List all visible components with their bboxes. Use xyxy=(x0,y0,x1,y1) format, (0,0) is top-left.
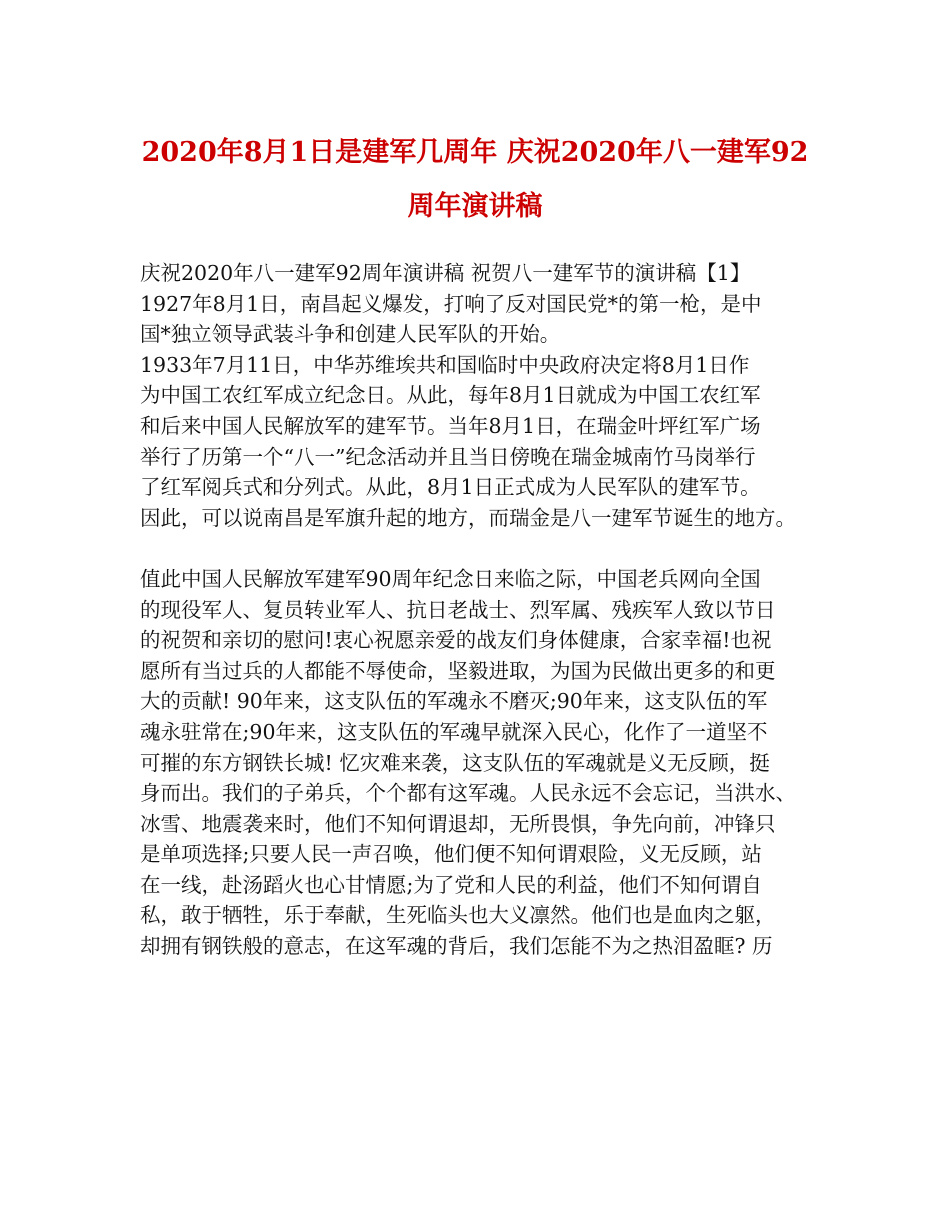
paragraph-spacer xyxy=(140,533,840,564)
paragraph-line: 却拥有钢铁般的意志，在这军魂的背后，我们怎能不为之热泪盈眶? 历 xyxy=(140,934,773,959)
paragraph-line: 魂永驻常在;90年来，这支队伍的军魂早就深入民心，化作了一道坚不 xyxy=(140,719,768,744)
paragraph-line: 在一线，赴汤蹈火也心甘情愿;为了党和人民的利益，他们不知何谓自 xyxy=(140,872,762,897)
paragraph-line: 和后来中国人民解放军的建军节。当年8月1日，在瑞金叶坪红军广场 xyxy=(140,413,761,438)
paragraph-line: 1927年8月1日，南昌起义爆发，打响了反对国民党*的第一枪，是中 xyxy=(140,291,762,316)
paragraph-line: 是单项选择;只要人民一声召唤，他们便不知何谓艰险，义无反顾，站 xyxy=(140,842,762,867)
paragraph-line: 的祝贺和亲切的慰问!衷心祝愿亲爱的战友们身体健康，合家幸福!也祝 xyxy=(140,628,772,653)
paragraph-line: 国*独立领导武装斗争和创建人民军队的开始。 xyxy=(140,322,561,347)
title-line-1: 2020年8月1日是建军几周年 庆祝2020年八一建军92 xyxy=(141,137,809,168)
paragraph-line: 可摧的东方钢铁长城! 忆灾难来袭，这支队伍的军魂就是义无反顾，挺 xyxy=(140,750,770,775)
paragraph-line: 了红军阅兵式和分列式。从此，8月1日正式成为人民军队的建军节。 xyxy=(140,475,761,500)
paragraph-line: 愿所有当过兵的人都能不辱使命，坚毅进取，为国为民做出更多的和更 xyxy=(140,658,776,683)
paragraph-line: 冰雪、地震袭来时，他们不知何谓退却，无所畏惧，争先向前，冲锋只 xyxy=(140,811,776,836)
paragraph-line: 身而出。我们的子弟兵，个个都有这军魂。人民永远不会忘记，当洪水、 xyxy=(140,781,796,806)
paragraph-line: 大的贡献! 90年来，这支队伍的军魂永不磨灭;90年来，这支队伍的军 xyxy=(140,689,768,714)
paragraph-line: 举行了历第一个“八一”纪念活动并且当日傍晚在瑞金城南竹马岗举行 xyxy=(140,444,756,469)
title-line-2: 周年演讲稿 xyxy=(407,191,543,222)
paragraph-line: 庆祝2020年八一建军92周年演讲稿 祝贺八一建军节的演讲稿【1】 xyxy=(140,261,751,285)
paragraph-1 xyxy=(140,258,840,533)
paragraph-2 xyxy=(140,564,840,962)
paragraph-line: 的现役军人、复员转业军人、抗日老战士、烈军属、残疾军人致以节日 xyxy=(140,597,776,622)
paragraph-line: 值此中国人民解放军建军90周年纪念日来临之际，中国老兵网向全国 xyxy=(140,566,761,591)
document-title xyxy=(120,126,830,234)
document-body xyxy=(140,258,840,962)
paragraph-line: 1933年7月11日，中华苏维埃共和国临时中央政府决定将8月1日作 xyxy=(140,352,750,377)
paragraph-line: 为中国工农红军成立纪念日。从此，每年8月1日就成为中国工农红军 xyxy=(140,383,761,408)
paragraph-line: 私，敢于牺牲，乐于奉献，生死临头也大义凛然。他们也是血肉之躯， xyxy=(140,903,776,928)
paragraph-line: 因此，可以说南昌是军旗升起的地方，而瑞金是八一建军节诞生的地方。 xyxy=(140,505,796,530)
